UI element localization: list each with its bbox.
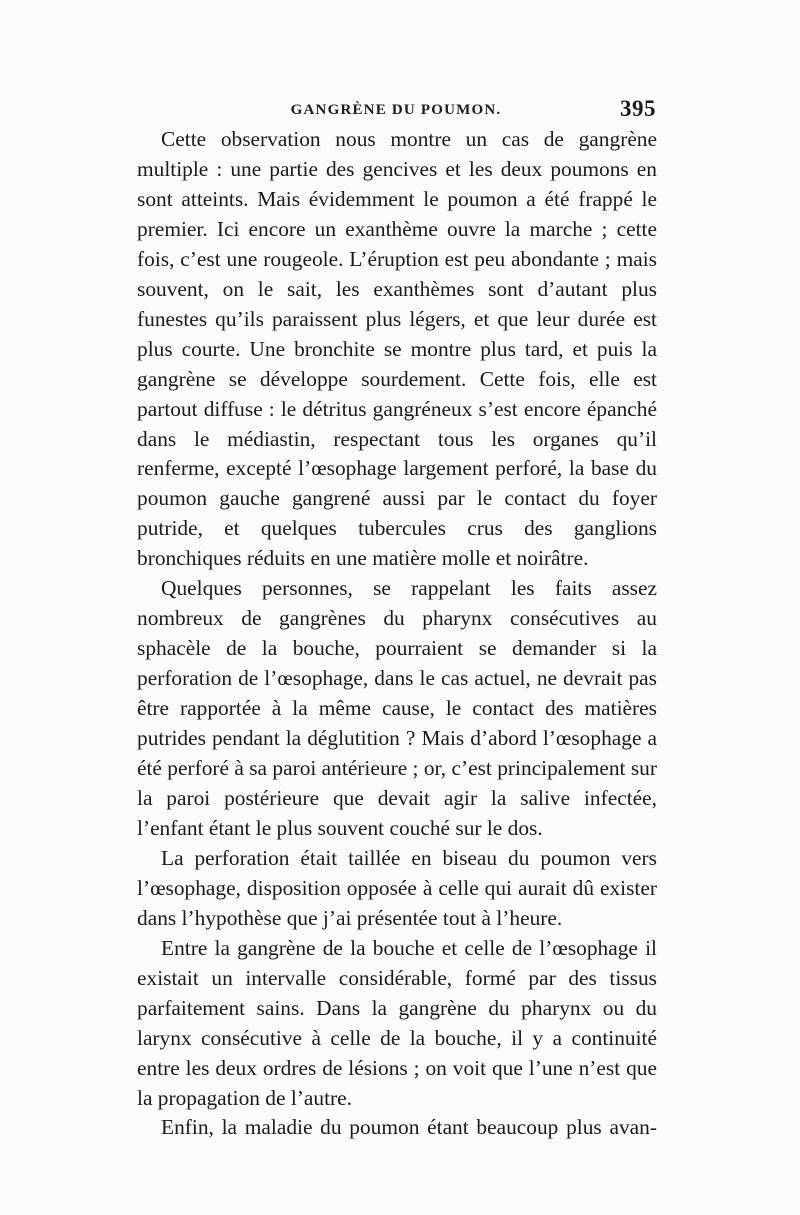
paragraph-enfin: Enfin, la maladie du poumon étant beaucoup plus avan- xyxy=(161,1115,657,1140)
body-text xyxy=(137,125,657,1143)
paragraph-pharynx-question: Quelques personnes, se rappelant les faits assez nombreux de gangrènes du pharynx consécutives au sphacèle de la bouche, pourraient se demander si la perforation de l’œsophage, dans le cas actuel, ne devrait pas être rapportée à la même cause, le contact des matières putrides pendant la déglutition ? Mais d’abord l’œsophage a été perforé à sa paroi antérieure ; or, c’est principalement sur la paroi postérieure que devait agir la salive infectée, l’enfant étant le plus souvent couché sur le dos. xyxy=(137,576,657,840)
paragraph-observation: Cette observation nous montre un cas de gangrène multiple : une partie des gencives et les deux poumons en sont atteints. Mais évidemment le poumon a été frappé le premier. Ici encore un exanthème ouvre la marche ; cette fois, c’est une rougeole. L’éruption est peu abondante ; mais souvent, on le sait, les exanthèmes sont d’autant plus funestes qu’ils paraissent plus légers, et que leur durée est plus courte. Une bronchite se montre plus tard, et puis la gangrène se développe sourdement. Cette fois, elle est partout diffuse : le détritus gangréneux s’est encore épanché dans le médiastin, respectant tous les organes qu’il renferme, excepté l’œsophage largement perforé, la base du poumon gauche gangrené aussi par le contact du foyer putride, et quelques tubercules crus des ganglions bronchiques réduits en une matière molle et noirâtre. xyxy=(137,127,657,571)
paragraph-interval: Entre la gangrène de la bouche et celle de l’œsophage il existait un intervalle considérable, formé par des tissus parfaitement sains. Dans la gangrène du pharynx ou du larynx consécutive à celle de la bouche, il y a continuité entre les deux ordres de lésions ; on voit que l’une n’est que la propagation de l’autre. xyxy=(137,935,657,1110)
page-header xyxy=(136,96,656,126)
running-title: GANGRÈNE DU POUMON. xyxy=(290,102,502,118)
paragraph-perforation: La perforation était taillée en biseau du poumon vers l’œsophage, disposition opposée à celle qui aurait dû exister dans l’hypothèse que j’ai présentée tout à l’heure. xyxy=(137,845,657,930)
page-number: 395 xyxy=(620,96,656,121)
